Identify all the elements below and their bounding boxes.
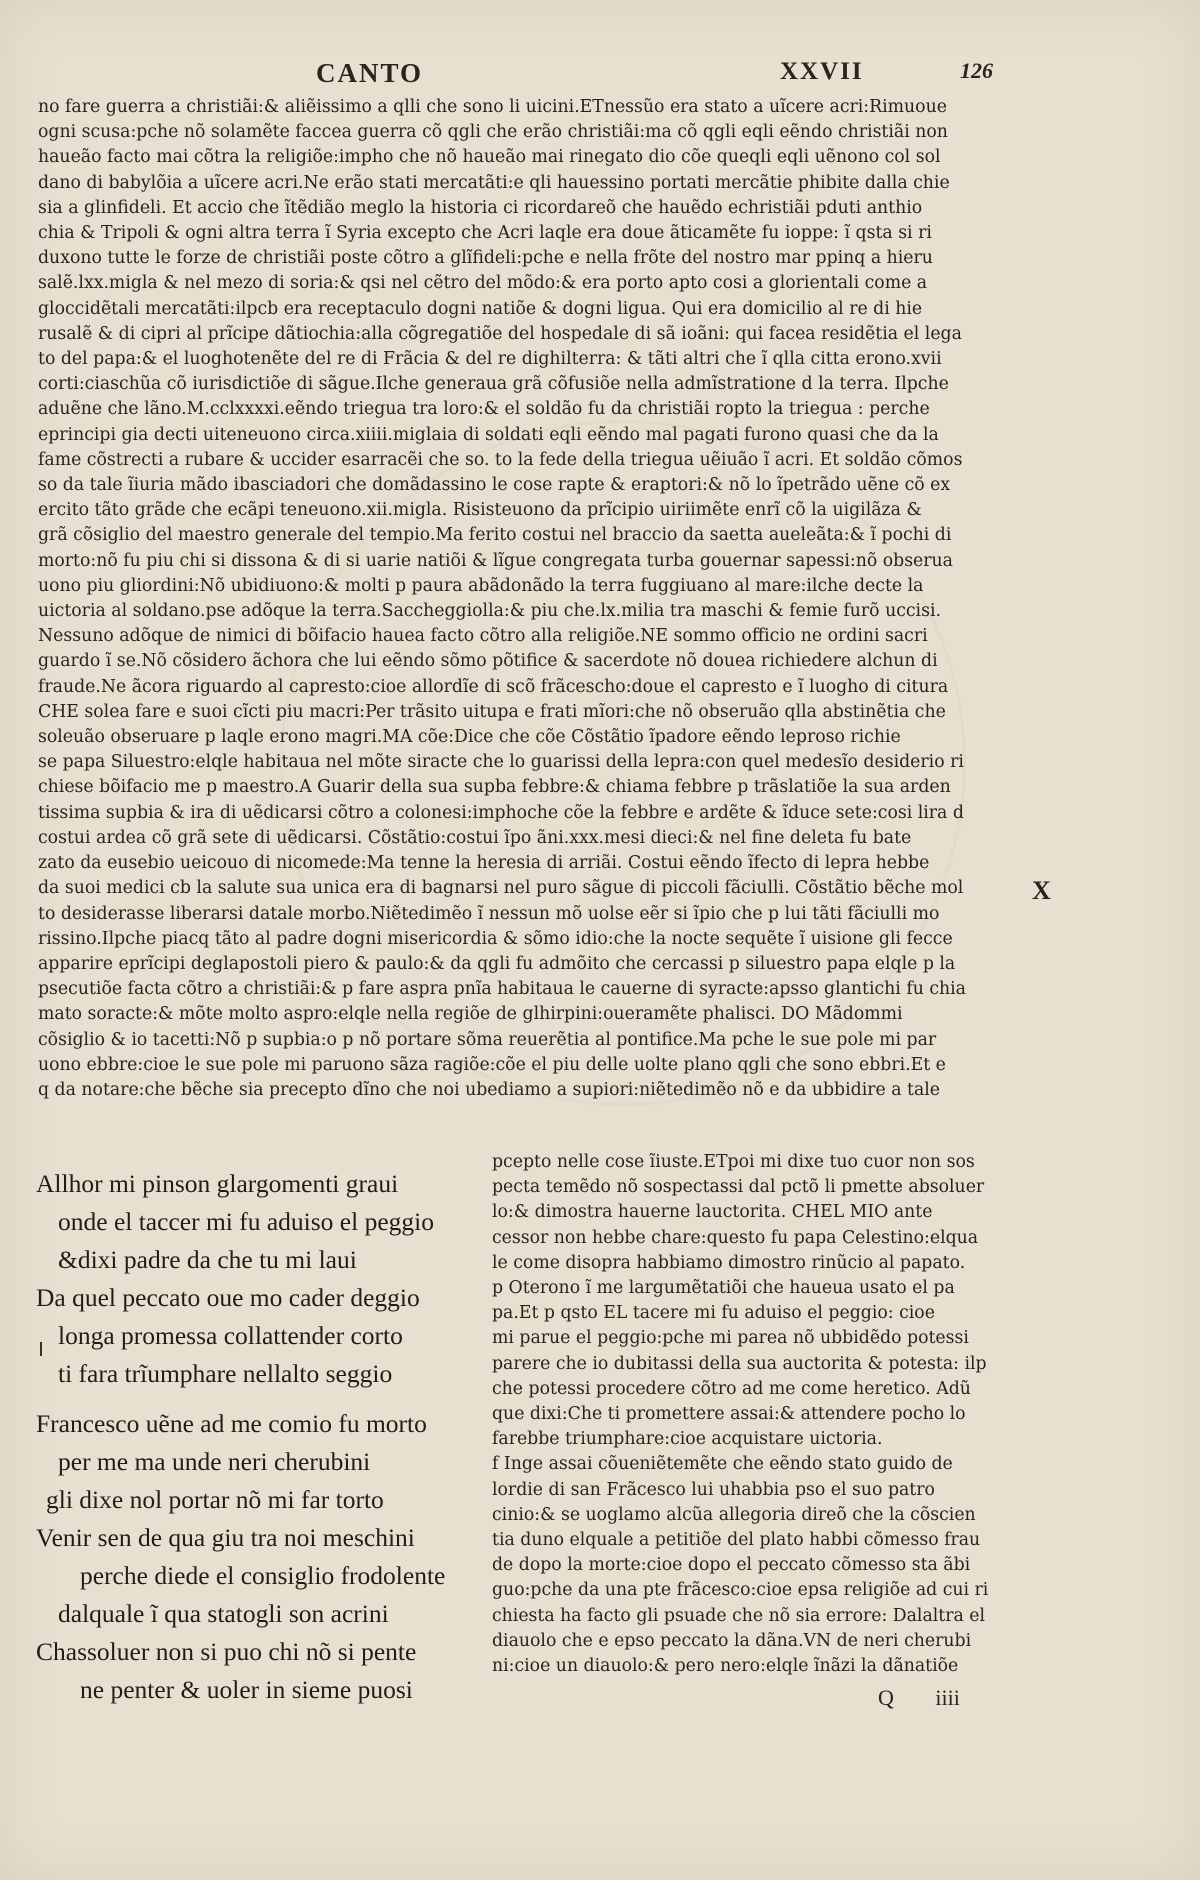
running-head-canto-number: XXVII xyxy=(780,58,864,85)
commentary-line: uictoria al soldano.pse adõque la terra.Saccheggiolla:& piu che.lx.milia tra maschi & femie furõ uccisi. xyxy=(38,601,941,622)
verse-line: longa promessa collattender corto xyxy=(58,1321,403,1350)
commentary-line: ercito tãto grãde che ecãpi teneuono.xii.migla. Risisteuono da prĩcipio uiriimẽte enrĩ cõ la uigilãza & xyxy=(38,500,922,521)
signature-number: iiii xyxy=(935,1685,960,1710)
commentary-line: so da tale ĩiuria mãdo ibasciadori che domãdassino le cose rapte & eraptori:& nõ lo ĩpetrãdo uẽne cõ ex xyxy=(38,475,951,496)
commentary-line: ogni scusa:pche nõ solamẽte faccea guerra cõ qgli che erão christiãi:ma cõ qgli eqli eẽndo christiãi non xyxy=(38,122,948,143)
commentary-line: soleuão obseruare p laqle erono magri.MA cõe:Dice che cõe Cõstãtio ĩpadore eẽndo leproso richie xyxy=(38,727,901,748)
verse-line: Francesco uẽne ad me comio fu morto xyxy=(36,1409,427,1438)
commentary-line: corti:ciaschũa cõ iurisdictiõe di sãgue.Ilche generaua grã cõfusiõe nella admĩstratione d la terra. Ilpche xyxy=(38,374,949,395)
commentary-line: fame cõstrecti a rubare & uccider esarracẽi che so. to la fede della triegua uẽiuão ĩ acri. Et soldão cõmos xyxy=(38,449,963,470)
commentary-line: diauolo che e epso peccato la dãna.VN de neri cherubi xyxy=(492,1630,972,1651)
verse-line: ti fara trĩumphare nellalto seggio xyxy=(58,1359,393,1388)
commentary-line: rissino.Ilpche piacq tãto al padre dogni misericordia & sõmo idio:che la nocte sequẽte ĩ uisione gli fecce xyxy=(38,928,953,949)
commentary-line: zato da eusebio ueicouo di nicomede:Ma tenne la heresia di arriãi. Costui eẽndo ĩfecto di lepra hebbe xyxy=(38,853,930,874)
commentary-top-block xyxy=(38,95,1028,1103)
verse-line: Allhor mi pinson glargomenti graui xyxy=(36,1169,399,1198)
commentary-line: lordie di san Frãcesco lui uhabbia pso el suo patro xyxy=(492,1479,935,1500)
commentary-line: salẽ.lxx.migla & nel mezo di soria:& qsi nel cẽtro del mõdo:& era porto apto cosi a glorientali come a xyxy=(38,273,928,294)
commentary-line: uono piu gliordini:Nõ ubidiuono:& molti p paura abãdonãdo la terra fuggiuano al mare:ilche decte la xyxy=(38,575,924,596)
verse-line: dalquale ĩ qua statogli son acrini xyxy=(58,1599,389,1628)
commentary-line: que dixi:Che ti promettere assai:& attendere pocho lo xyxy=(492,1404,966,1425)
commentary-line: cõsiglio & io tacetti:Nõ p supbia:o p nõ portare sõma reuerẽtia al pontifice.Ma pche le sue pole mi par xyxy=(38,1029,937,1050)
commentary-line: uono ebbre:cioe le sue pole mi paruono sãza ragiõe:cõe el piu delle uolte plano qgli che sono ebbri.Et e xyxy=(38,1054,946,1075)
commentary-line: guardo ĩ se.Nõ cõsidero ãchora che lui eẽndo sõmo põtifice & sacerdote nõ douea richiedere alchun di xyxy=(38,651,938,672)
commentary-right-block xyxy=(492,1150,1037,1679)
commentary-line: guo:pche da una pte frãcesco:cioe epsa religiõe ad cui ri xyxy=(492,1580,989,1601)
commentary-line: mi parue el peggio:pche mi parea nõ ubbidẽdo potessi xyxy=(492,1328,969,1349)
commentary-line: parere che io dubitassi della sua auctorita & potesta: ilp xyxy=(492,1353,987,1374)
verse-line: Da quel peccato oue mo cader deggio xyxy=(36,1283,420,1312)
commentary-line: f Inge assai cõueniẽtemẽte che eẽndo stato guido de xyxy=(492,1454,953,1475)
commentary-line: gloccidẽtali mercatãti:ilpcb era receptaculo dogni natiõe & dogni ligua. Qui era domicilio al re di hie xyxy=(38,298,923,319)
commentary-line: psecutiõe facta cõtro a christiãi:& p fare aspra pnĩa habitaua le cauerne di syracte:apsso glantichi fu chia xyxy=(38,979,966,1000)
verse-line: &dixi padre da che tu mi laui xyxy=(58,1245,357,1274)
commentary-line: tissima supbia & ira di uẽdicarsi cõtro a colonesi:imphoche cõe la febbre e ardẽte & ĩduce sete:cosi lira d xyxy=(38,802,964,823)
commentary-line: Nessuno adõque de nimici di bõifacio hauea facto cõtro alla religiõe.NE sommo officio ne ordini sacri xyxy=(38,626,928,647)
commentary-line: mato soracte:& mõte molto aspro:elqle nella regiõe de glhirpini:oueramẽte phalisci. DO Mãdommi xyxy=(38,1004,903,1025)
commentary-line: sia a glinfideli. Et accio che ĩtẽdião meglo la historia ci ricordareõ che hauẽdo echristiãi pduti anthio xyxy=(38,197,923,218)
margin-tick xyxy=(40,1342,42,1356)
commentary-line: se papa Siluestro:elqle habitaua nel mõte siracte che lo guarissi della lepra:con quel medesĩo desiderio ri xyxy=(38,752,964,773)
commentary-line: chiesta ha facto gli psuade che nõ sia errore: Dalaltra el xyxy=(492,1605,986,1626)
verse-line: onde el taccer mi fu aduiso el peggio xyxy=(58,1207,434,1236)
signature-mark xyxy=(878,1685,996,1711)
commentary-line: haueão facto mai cõtra la religiõe:impho che nõ haueão mai rinegato dio cõe queqli eqli uẽnono col sol xyxy=(38,147,941,168)
verse-line: Chassoluer non si puo chi nõ si pente xyxy=(36,1637,417,1666)
commentary-line: morto:nõ fu piu chi si dissona & di si uarie natiõi & lĩgue congregata turba gouernar sapessi:nõ obserua xyxy=(38,550,953,571)
verse-line: per me ma unde neri cherubini xyxy=(58,1447,371,1476)
commentary-line: dano di babylõia a uĩcere acri.Ne erão stati mercatãti:e qli hauessino portati mercãtie phibite dalla chie xyxy=(38,172,950,193)
commentary-line: cessor non hebbe chare:questo fu papa Celestino:elqua xyxy=(492,1227,979,1248)
commentary-line: tia duno elquale a petitiõe del plato habbi cõmesso frau xyxy=(492,1530,981,1551)
verse-block-2 xyxy=(36,1405,486,1709)
verse-line: gli dixe nol portar nõ mi far torto xyxy=(46,1485,384,1514)
commentary-line: eprincipi gia decti uiteneuono circa.xiiii.miglaia di soldati eqli eẽndo mal pagati furono quasi che da la xyxy=(38,424,939,445)
running-head-canto: CANTO xyxy=(316,58,424,88)
commentary-line: aduẽne che lãno.M.cclxxxxi.eẽndo triegua tra loro:& el soldão fu da christiãi ropto la triegua : perche xyxy=(38,399,930,420)
verse-line: perche diede el consiglio frodolente xyxy=(80,1561,446,1590)
commentary-line: costui ardea cõ grã sete di uẽdicarsi. Cõstãtio:costui ĩpo ãni.xxx.mesi dieci:& nel fine deleta fu bate xyxy=(38,827,912,848)
commentary-line: CHE solea fare e suoi cĩcti piu macri:Per trãsito uitupa e frati mĩori:che nõ obseruão qlla abstinẽtia che xyxy=(38,701,946,722)
commentary-line: no fare guerra a christiãi:& aliẽissimo a qlli che sono li uicini.ETnessũo era stato a uĩcere acri:Rimuoue xyxy=(38,97,947,117)
commentary-line: le come disopra habbiamo dimostro rinũcio al papato. xyxy=(492,1252,966,1273)
commentary-line: rusalẽ & di cipri al prĩcipe dãtiochia:alla cõgregatiõe del hospedale di sã ioãni: qui facea residẽtia el lega xyxy=(38,323,962,344)
commentary-line: lo:& dimostra hauerne lauctorita. CHEL MIO ante xyxy=(492,1202,933,1223)
commentary-line: chia & Tripoli & ogni altra terra ĩ Syria excepto che Acri laqle era doue ãticamẽte fu ioppe: ĩ qsta si ri xyxy=(38,223,932,244)
commentary-line: q da notare:che bẽche sia precepto dĩno che noi ubediamo a supiori:niẽtedimẽo nõ e da ubbidire a tale xyxy=(38,1079,941,1100)
commentary-line: che potessi procedere cõtro ad me come heretico. Adũ xyxy=(492,1378,971,1399)
folio-number: 126 xyxy=(960,58,993,83)
verse-block-1 xyxy=(36,1165,486,1393)
commentary-line: chiese bõifacio me p maestro.A Guarir della sua supba febbre:& chiama febbre p trãslatiõe la sua arden xyxy=(38,777,951,798)
commentary-line: de dopo la morte:cioe dopo el peccato cõmesso sta ãbi xyxy=(492,1555,971,1576)
verse-line: Venir sen de qua giu tra noi meschini xyxy=(36,1523,415,1552)
commentary-line: p Oterono ĩ me largumẽtatiõi che haueua usato el pa xyxy=(492,1278,955,1299)
commentary-line: farebbe triumphare:cioe acquistare uictoria. xyxy=(492,1429,883,1450)
commentary-line: pcepto nelle cose ĩiuste.ETpoi mi dixe tuo cuor non sos xyxy=(492,1152,975,1172)
margin-mark: X xyxy=(1032,876,1051,905)
signature-letter: Q xyxy=(878,1685,894,1710)
commentary-line: to del papa:& el luoghotenẽte del re di Frãcia & del re dighilterra: & tãti altri che ĩ qlla citta erono.xvii xyxy=(38,349,942,370)
verse-line: ne penter & uoler in sieme puosi xyxy=(80,1675,413,1704)
commentary-line: pecta temẽdo nõ sospectassi dal pctõ li pmette absoluer xyxy=(492,1177,985,1198)
commentary-line: da suoi medici cb la salute sua unica era di bagnarsi nel puro sãgue di piccoli fãciulli. Cõstãtio bẽche mol xyxy=(38,878,964,899)
commentary-line: grã cõsiglio del maestro generale del tempio.Ma ferito costui nel braccio da saetta aueleãta:& ĩ pochi di xyxy=(38,525,952,546)
commentary-line: fraude.Ne ãcora riguardo al capresto:cioe allordĩe di scõ frãcescho:doue el capresto e ĩ luogho di citura xyxy=(38,676,949,697)
commentary-line: duxono tutte le forze de christiãi poste cõtro a glĩfideli:pche e nella frõte del nostro mar ppinq a hieru xyxy=(38,248,933,269)
commentary-line: pa.Et p qsto EL tacere mi fu aduiso el peggio: cioe xyxy=(492,1303,935,1324)
commentary-line: ni:cioe un diauolo:& pero nero:elqle ĩnãzi la dãnatiõe xyxy=(492,1656,959,1677)
commentary-line: apparire eprĩcipi deglapostoli piero & paulo:& da qgli fu admõito che cercassi p siluestro papa elqle p la xyxy=(38,953,956,974)
commentary-line: cinio:& se uoglamo alcũa allegoria direõ che la cõscien xyxy=(492,1504,976,1525)
commentary-line: to desiderasse liberarsi datale morbo.Niẽtedimẽo ĩ nessun mõ uolse eẽr si ĩpio che p lui tãti fãciulli mo xyxy=(38,903,940,924)
